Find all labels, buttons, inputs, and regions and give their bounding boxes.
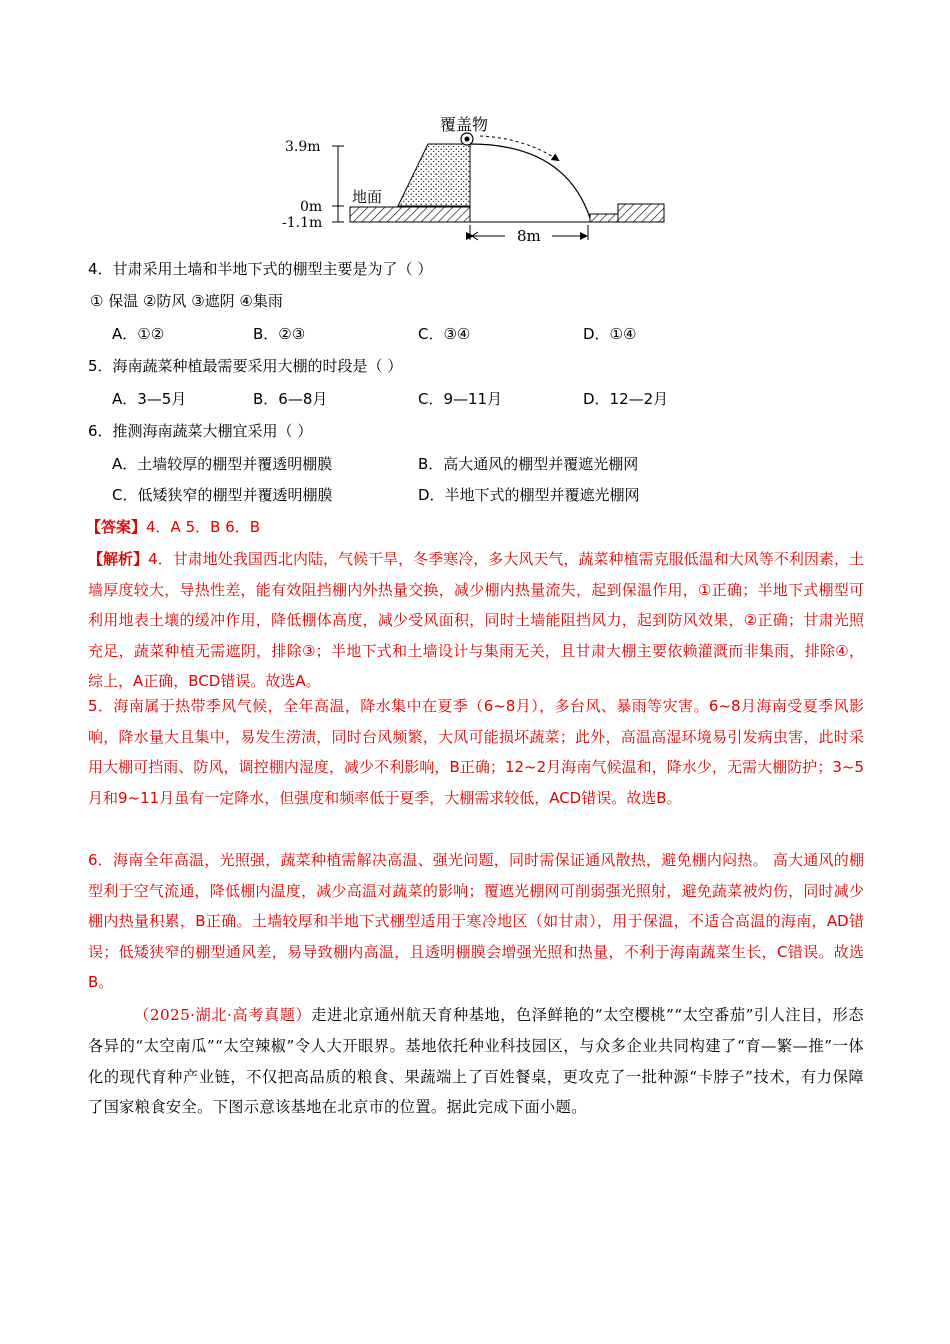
ground-soil — [350, 207, 470, 222]
question-6-option-c: C．低矮狭窄的棚型并覆透明棚膜 — [112, 486, 333, 504]
analysis-q4-text: 4．甘肃地处我国西北内陆，气候干旱，冬季寒冷，多大风天气，蔬菜种植需克服低温和大风等不利因素，土墙厚度较大，导热性差，能有效阻挡棚内外热量交换，减少棚内热量流失，起到保温作用，①正确；半地下式棚型可利用地表土壤的缓冲作用，降低棚体高度，减少受风面积，同时土墙能阻挡风力，起到防风效果，②正确；甘肃光照充足，蔬菜种植无需遮阴，排除③；半地下式和土墙设计与集雨无关，且甘肃大棚主要依赖灌溉而非集雨，排除④，综上，A正确，BCD错误。故选A。 — [88, 550, 864, 690]
analysis-q5: 5．海南属于热带季风气候，全年高温，降水集中在夏季（6~8月），多台风、暴雨等灾害。6~8月海南受夏季风影响，降水量大且集中，易发生涝渍，同时台风频繁，大风可能损坏蔬菜；此外，高温高湿环境易引发病虫害，此时采用大棚可挡雨、防风，调控棚内湿度，减少不利影响，B正确；12~2月海南气候温和，降水少，无需大棚防护；3~5月和9~11月虽有一定降水，但强度和频率低于夏季，大棚需求较低，ACD错误。故选B。 — [88, 697, 864, 807]
greenhouse-diagram — [280, 108, 680, 248]
answer-text: 4．A 5．B 6．B — [146, 518, 261, 536]
question-4-option-d: D．①④ — [583, 325, 637, 343]
question-4-option-a: A．①② — [112, 325, 165, 343]
analysis-q4 — [88, 544, 864, 697]
question-6-option-b: B．高大通风的棚型并覆遮光棚网 — [418, 455, 639, 473]
question-5-stem: 5．海南蔬菜种植最需要采用大棚的时段是（ ） — [88, 357, 403, 375]
analysis-q6: 6．海南全年高温，光照强，蔬菜种植需解决高温、强光问题，同时需保证通风散热，避免棚内闷热。 高大通风的棚型利于空气流通，降低棚内温度，减少高温对蔬菜的影响；覆遮光棚网可削弱强光照射，避免蔬菜被灼伤，同时减少棚内热量积累，B正确。土墙较厚和半地下式棚型适用于寒冷地区（如甘肃），用于保温，不适合高温的海南，AD错误；低矮狭窄的棚型通风差，易导致棚内高温，且透明棚膜会增强光照和热量，不利于海南蔬菜生长，C错误。故选B。 — [88, 851, 864, 991]
question-4-note: ① 保温 ②防风 ③遮阴 ④集雨 — [90, 292, 283, 310]
answer-label: 【答案】 — [86, 518, 147, 536]
cover-label: 覆盖物 — [440, 115, 489, 134]
question-5-option-c: C．9—11月 — [418, 390, 503, 408]
analysis-label: 【解析】 — [88, 550, 149, 568]
height-bottom-label: -1.1m — [282, 215, 323, 231]
question-5-option-b: B．6—8月 — [253, 390, 328, 408]
question-6-option-d: D．半地下式的棚型并覆遮光棚网 — [418, 486, 640, 504]
question-6-stem: 6．推测海南蔬菜大棚宜采用（ ） — [88, 422, 313, 440]
ground-label: 地面 — [352, 188, 383, 206]
width-label: 8m — [517, 227, 541, 245]
question-5-option-a: A．3—5月 — [112, 390, 187, 408]
passage-source: （2025·湖北·高考真题） — [134, 1006, 312, 1024]
question-4-stem: 4．甘肃采用土墙和半地下式的棚型主要是为了（ ） — [88, 260, 433, 278]
height-top-label: 3.9m — [285, 139, 321, 155]
cover-arrow — [480, 136, 558, 160]
question-6-option-a: A．土墙较厚的棚型并覆透明棚膜 — [112, 455, 333, 473]
question-5-option-d: D．12—2月 — [583, 390, 669, 408]
height-zero-label: 0m — [300, 199, 323, 215]
greenhouse-roof — [470, 144, 590, 218]
answer-line — [86, 517, 260, 537]
question-4-option-b: B．②③ — [253, 325, 306, 343]
passage — [88, 1000, 864, 1123]
passage-text: 走进北京通州航天育种基地，色泽鲜艳的“太空樱桃”“太空番茄”引人注目，形态各异的“太空南瓜”“太空辣椒”令人大开眼界。基地依托种业科技园区，与众多企业共同构建了“育—繁—推”一体化的现代育种产业链，不仅把高品质的粮食、果蔬端上了百姓餐桌，更攻克了一批种源“卡脖子”技术，有力保障了国家粮食安全。下图示意该基地在北京市的位置。据此完成下面小题。 — [88, 1006, 865, 1117]
earth-wall — [398, 144, 470, 206]
question-4-option-c: C．③④ — [418, 325, 471, 343]
